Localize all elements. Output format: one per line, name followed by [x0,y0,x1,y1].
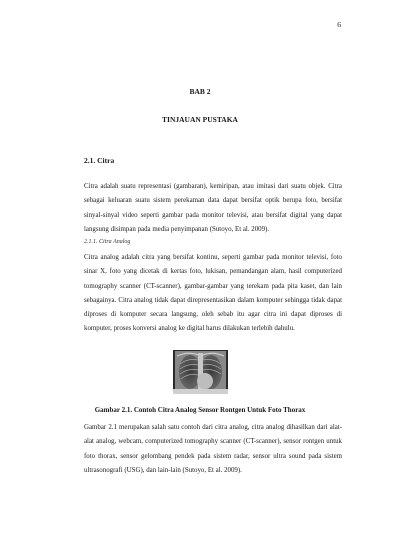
paragraph-citra-definition: Citra adalah suatu representasi (gambaran), kemiripan, atau imitasi dari suatu objek. Citra sebagai keluaran suatu sistem perekaman data dapat bersifat optik berupa foto, bersifat sinyal-sinyal video seperti gambar pada monitor televisi, atau bersifat digital yang dapat langsung disimpan pada media penyimpanan (Sutoyo, Et al. 2009). [84,183,342,233]
page-number: 6 [337,20,341,29]
paragraph-citra-analog: Citra analog adalah citra yang bersifat kontinu, seperti gambar pada monitor televisi, foto sinar X, foto yang dicetak di kertas foto, lukisan, pemandangan alam, hasil computerized tomography scanner (CT-scanner), gambar-gambar yang terekam pada pita kaset, dan lain sebagainya. Citra analog tidak dapat direpresentasikan dalam komputer sehingga tidak dapat diproses di komputer secara langsung, oleh sebab itu agar citra ini dapat diproses di komputer, proses konversi analog ke digital harus dilakukan terlebih dahulu. [84,254,342,333]
paragraph-figure-explanation: Gambar 2.1 merupakan salah satu contoh dari citra analog, citra analog dihasilkan dari alat-alat analog, webcam, computerized tomography scanner (CT-scanner), sensor rontgen untuk foto thorax, sensor gelombang pendek pada sistem radar, sensor ultra sound pada sistem ultrasonografi (USG), dan lain-lain (Sutoyo, Et al. 2009). [84,424,342,474]
section-heading: 2.1. Citra [84,156,115,165]
xray-thorax-image [173,350,228,394]
subsection-heading: 2.1.1. Citra Analog [84,239,131,245]
chapter-label: BAB 2 [189,87,211,96]
figure-caption: Gambar 2.1. Contoh Citra Analog Sensor Rontgen Untuk Foto Thorax [94,406,306,414]
chapter-title: TINJAUAN PUSTAKA [162,115,238,124]
